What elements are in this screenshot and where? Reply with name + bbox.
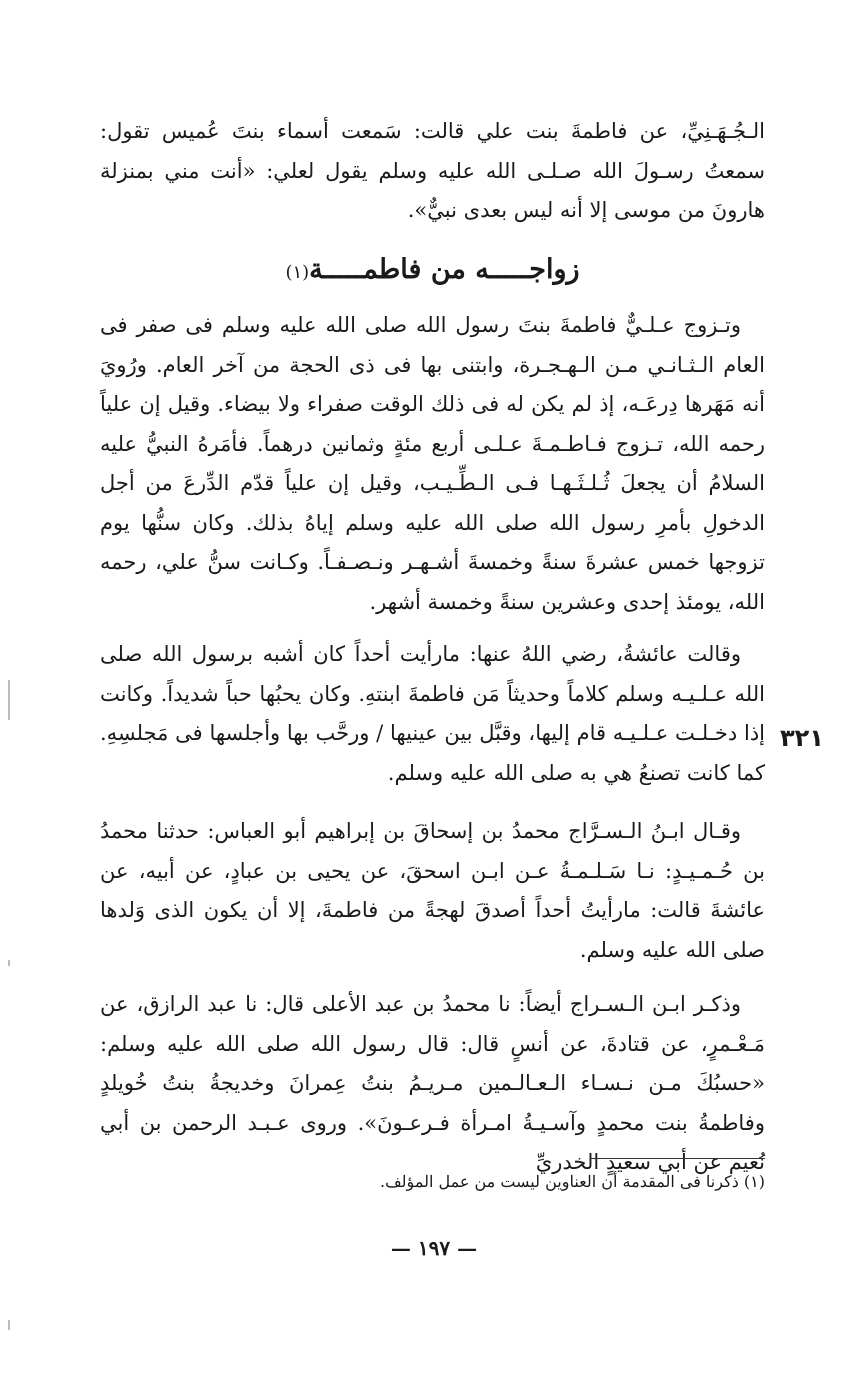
heading-title: زواجـــــه من فاطمـــــة bbox=[309, 254, 580, 285]
heading-footnote-marker: (١) bbox=[285, 262, 310, 283]
section-heading bbox=[100, 248, 765, 295]
paragraph-text: وذكـر ابـن الـسـراج أيضاً: نا محمدُ بن عبد الأعلى قال: نا عبد الرازق، عن مَـعْـمرٍ، عن قتادةَ، عن أنسٍ قال: قال رسول الله صلى الله عليه وسلم: «حسبُكَ مـن نـسـاء الـعـالـمين مـريـمُ بنتُ عِمرانَ وخديجةُ بنتُ خُويلدٍ وفاطمةُ بنت محمدٍ وآسـيـةُ امـرأة فـرعـونَ». وروى عـبـد الرحمن بن أبي نُعيم عن أبي سعيدٍ الخدريِّ bbox=[100, 992, 765, 1174]
paragraph-opening bbox=[100, 112, 765, 231]
paragraph-text: وقالت عائشةُ، رضي اللهُ عنها: مارأيت أحداً كان أشبه برسول الله صلى الله عـلـيـه وسلم كلاماً وحديثاً مَن فاطمةَ ابنتهِ. وكان يحبُها حباً شديداً. وكانت إذا دخـلـت عـلـيـه قام إليها، وقبَّل بين عينيها / ورحَّب بها وأجلسها فى مَجلسِهِ. كما كانت تصنعُ هي به صلى الله عليه وسلم. bbox=[100, 642, 765, 785]
scan-edge-mark bbox=[8, 680, 10, 720]
paragraph-hadith bbox=[100, 985, 765, 1183]
paragraph-text: وقـال ابـنُ الـسـرَّاج محمدُ بن إسحاقَ بن إبراهيم أبو العباس: حدثنا محمدُ بن حُـمـيـدٍ: نـا سَـلـمـةُ عـن ابـن اسحقَ، عن يحيى بن عبادٍ، عن أبيه، عن عائشةَ قالت: مارأيتُ أحداً أصدقَ لهجةً من فاطمةَ، إلا أن يكون الذى وَلدها صلى الله عليه وسلم. bbox=[100, 819, 765, 962]
margin-folio-number: ٣٢١ bbox=[780, 724, 824, 752]
footnote-divider bbox=[590, 1158, 765, 1159]
scan-edge-mark bbox=[8, 1320, 10, 1330]
paragraph-text: وتـزوج عـلـيٌّ فاطمةَ بنتَ رسول الله صلى الله عليه وسلم فى صفر فى العام الـثـانـي مـن الـهـجـرة، وابتنى بها فى ذى الحجة من آخر العام. ورُويَ أنه مَهَرها دِرعَـه، إذ لم يكن له فى ذلك الوقت صفراء ولا بيضاء. وقيل إن علياً رحمه الله، تـزوج فـاطـمـةَ عـلـى أربع مئةٍ وثمانين درهماً. فأمَرهُ النبيُّ عليه السلامُ أن يجعلَ ثُـلـثَـهـا فـى الـطِّـيـب، وقيل إن علياً قدّم الدِّرعَ من أجل الدخولِ بأمرِ رسول الله صلى الله عليه وسلم إياهُ بذلك. وكان سنُّها يوم تزوجها خمس عشرةَ سنةً وخمسةَ أشـهـر ونـصـفـاً. وكـانت سنُّ علي، رحمه الله، يومئذ إحدى وعشرين سنةً وخمسة أشهر. bbox=[100, 313, 765, 614]
scan-edge-mark bbox=[8, 960, 10, 966]
paragraph-aisha bbox=[100, 635, 765, 793]
footnote: (١) ذكرنا فى المقدمة أن العناوين ليست من عمل المؤلف. bbox=[380, 1172, 765, 1191]
paragraph-marriage bbox=[100, 306, 765, 622]
paragraph-ibn-sarraj bbox=[100, 812, 765, 970]
paragraph-text: الـجُـهَـنِيِّ، عن فاطمةَ بنت علي قالت: سَمعت أسماء بنتَ عُميس تقول: سمعتُ رسـولَ الله صـلـى الله عليه وسلم يقول لعلي: «أنت مني بمنزلة هارونَ من موسى إلا أنه ليس بعدى نبيٌّ». bbox=[100, 119, 765, 222]
page-number: — ١٩٧ — bbox=[390, 1236, 478, 1260]
